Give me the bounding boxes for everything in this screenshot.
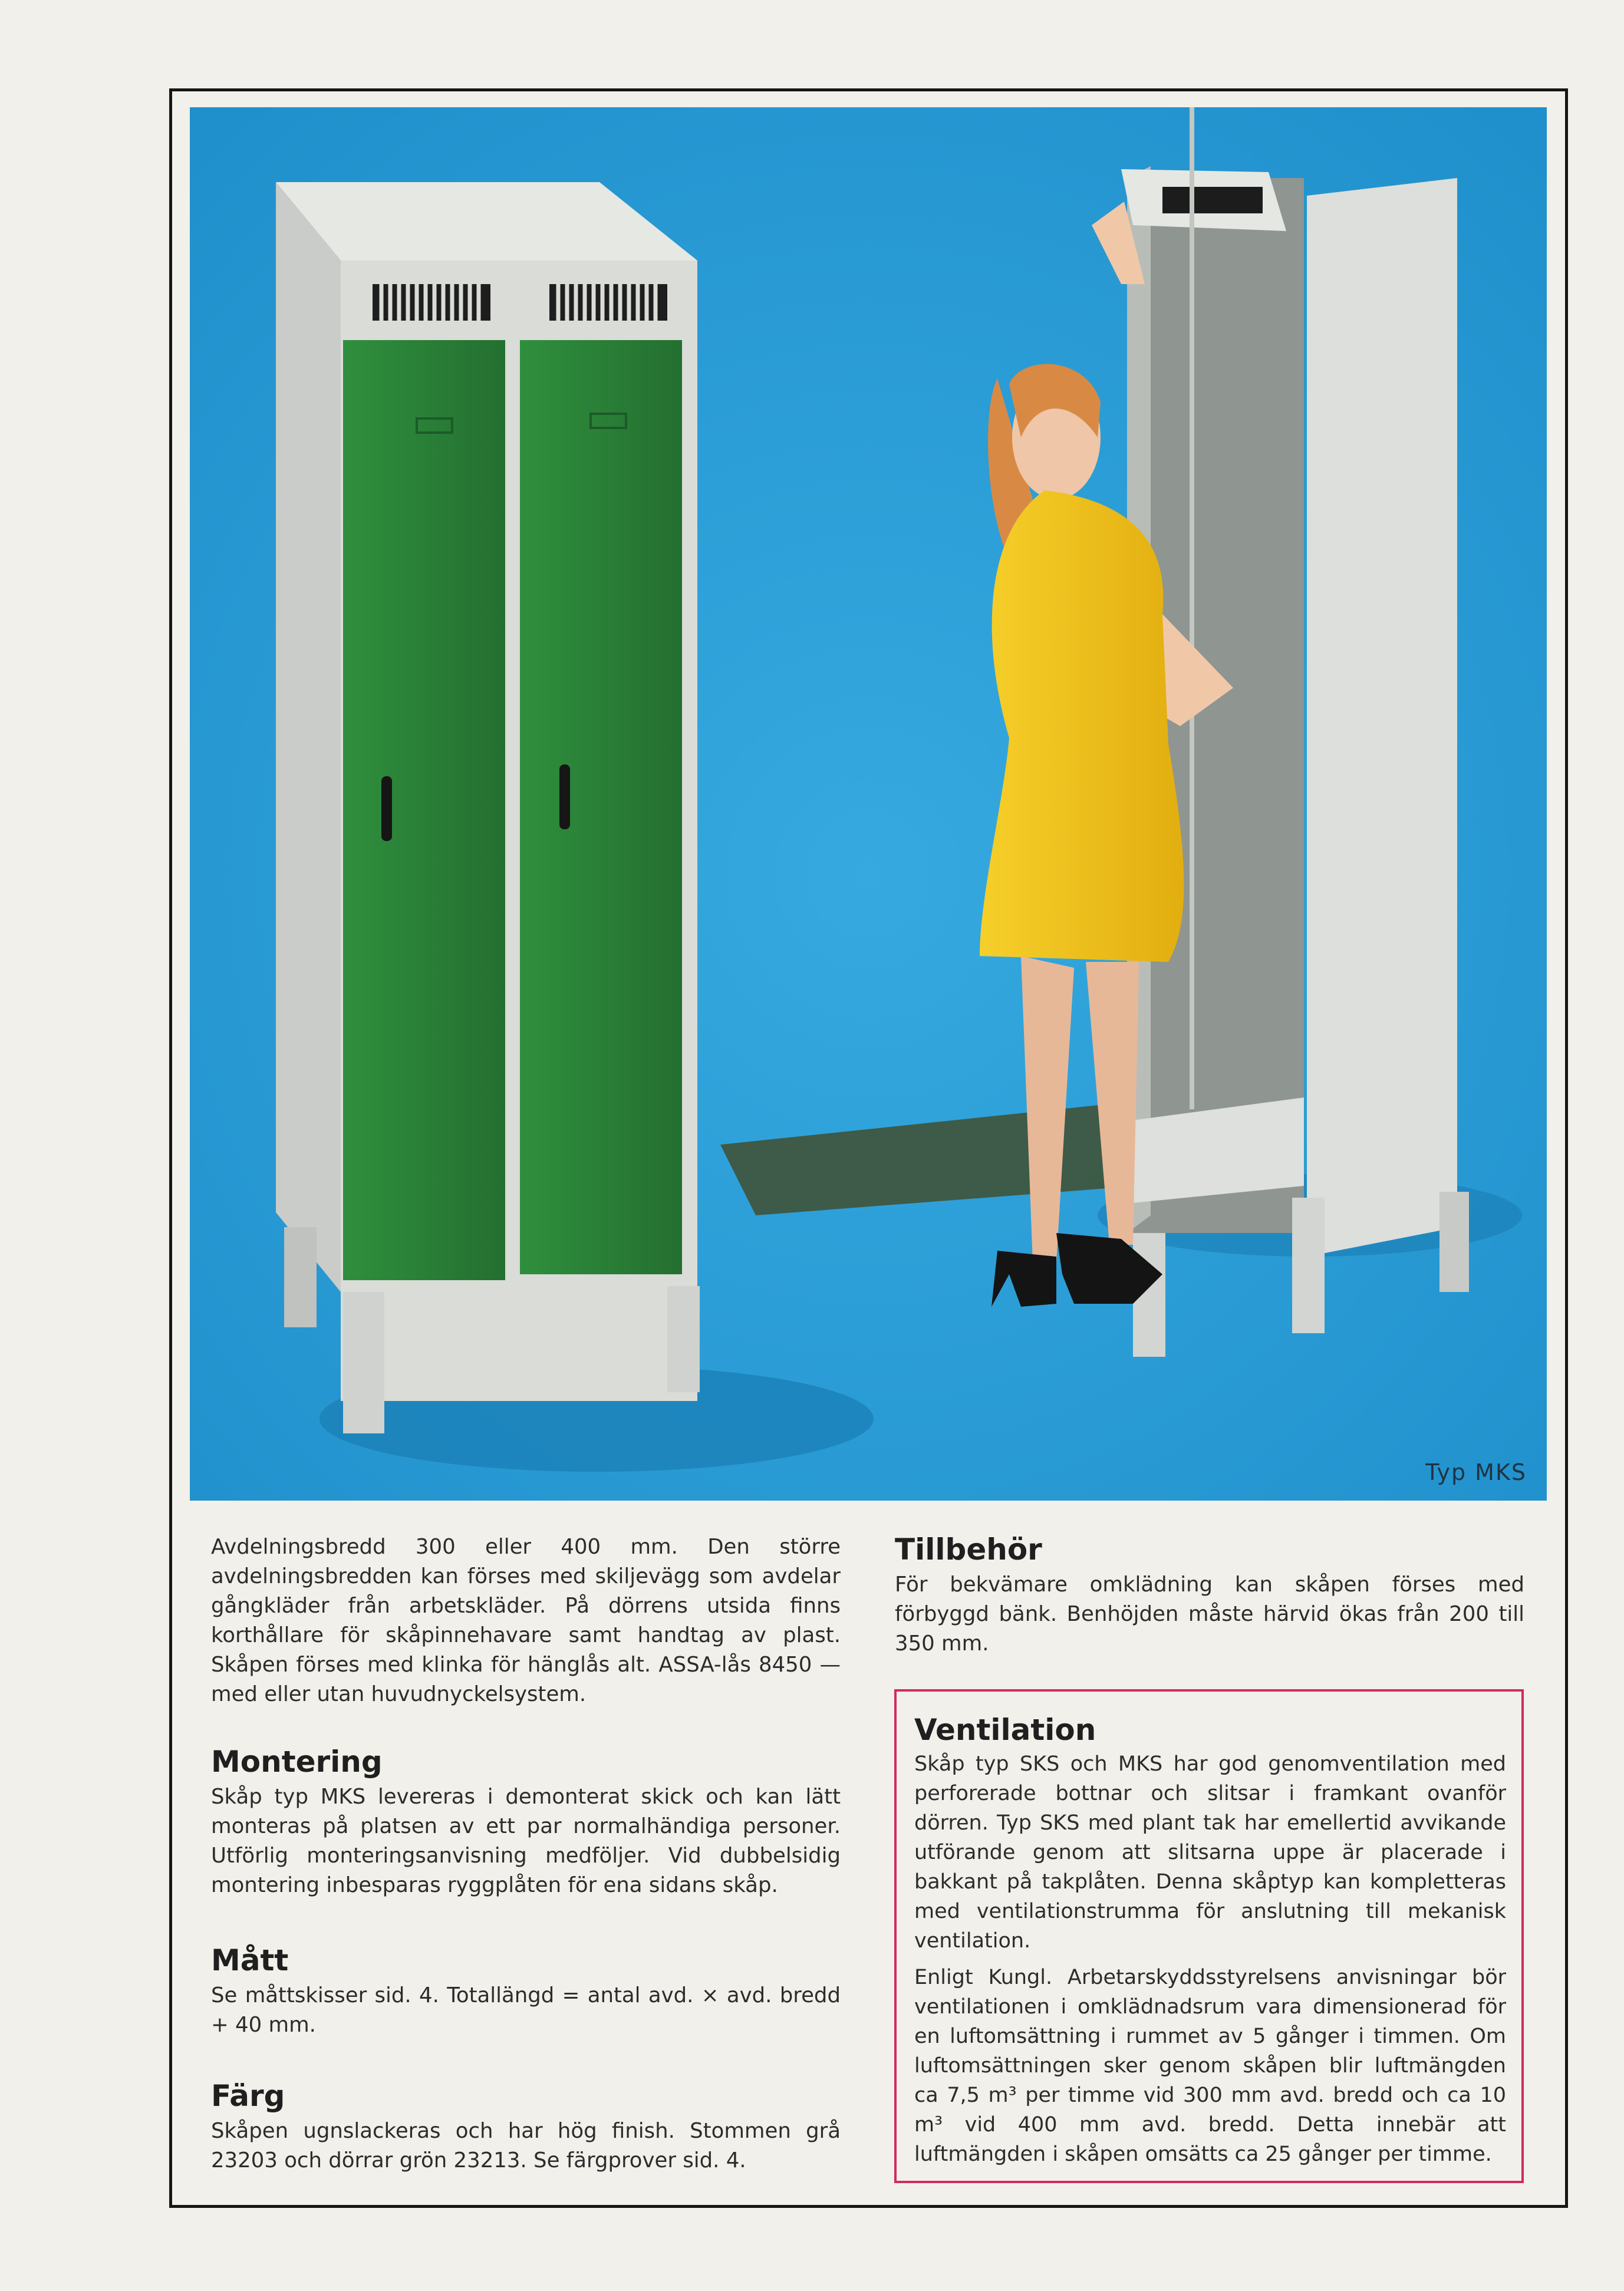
tillbehor-text: För bekvämare omklädning kan skåpen förses med förbyggd bänk. Benhöjden måste härvid ökas från 200 till 350 mm. [895, 1573, 1524, 1656]
farg-heading: Färg [211, 2079, 285, 2113]
farg-text: Skåpen ugnslackeras och har hög finish. Stommen grå 23203 och dörrar grön 23213. Se färgprover sid. 4. [211, 2119, 841, 2173]
matt-text: Se måttskisser sid. 4. Totallängd = antal avd. × avd. bredd + 40 mm. [211, 1983, 841, 2037]
farg-section [211, 2078, 841, 2175]
ventilation-text-1: Skåp typ SKS och MKS har god genomventilation med perforerade bottnar och slitsar i framkant ovanför dörren. Typ SKS med plant tak har emellertid avvikande utförande genom att slitsarna uppe är placerade i bakkant på takplåten. Denna skåptyp kan kompletteras med ventilationstrumma för anslutning till mekanisk ventilation. [914, 1752, 1506, 1953]
matt-heading: Mått [211, 1943, 289, 1977]
photo-caption: Typ MKS [1425, 1459, 1527, 1485]
double-locker [276, 182, 700, 1433]
ventilation-text-2: Enligt Kungl. Arbetarskyddsstyrelsens anvisningar bör ventilationen i omklädnadsrum vara dimensionerad för en luftomsättning i rummet av 5 gånger i timmen. Om luftomsättningen sker genom skåpen blir luftmängden ca 7,5 m³ per timme vid 300 mm avd. bredd och ca 10 m³ vid 400 mm avd. bredd. Detta innebär att luftmängden i skåpen omsätts ca 25 gånger per timme. [914, 1966, 1506, 2166]
locker-photo-illustration [190, 107, 1547, 1501]
intro-text: Avdelningsbredd 300 eller 400 mm. Den större avdelningsbredden kan förses med skiljevägg som avdelar gångkläder från arbetskläder. På dörrens utsida finns korthållare för skåpinnehavare samt handtag av plast. Skåpen förses med klinka för hänglås alt. ASSA-lås 8450 — med eller utan huvudnyckelsystem. [211, 1535, 841, 1706]
montering-heading: Montering [211, 1745, 383, 1779]
montering-text: Skåp typ MKS levereras i demonterat skick och kan lätt monteras på platsen av ett par normalhändiga personer. Utförlig monteringsanvisning medföljer. Vid dubbelsidig montering inbesparas ryggplåten för ena sidans skåp. [211, 1785, 841, 1897]
ventilation-box [894, 1689, 1524, 2183]
matt-section [211, 1942, 841, 2040]
product-photo [190, 107, 1547, 1501]
open-locker [1121, 107, 1469, 1357]
intro-section [211, 1532, 841, 1709]
tillbehor-heading: Tillbehör [895, 1532, 1042, 1567]
montering-section [211, 1743, 841, 1900]
ventilation-heading: Ventilation [914, 1713, 1096, 1747]
tillbehor-section [895, 1531, 1524, 1659]
